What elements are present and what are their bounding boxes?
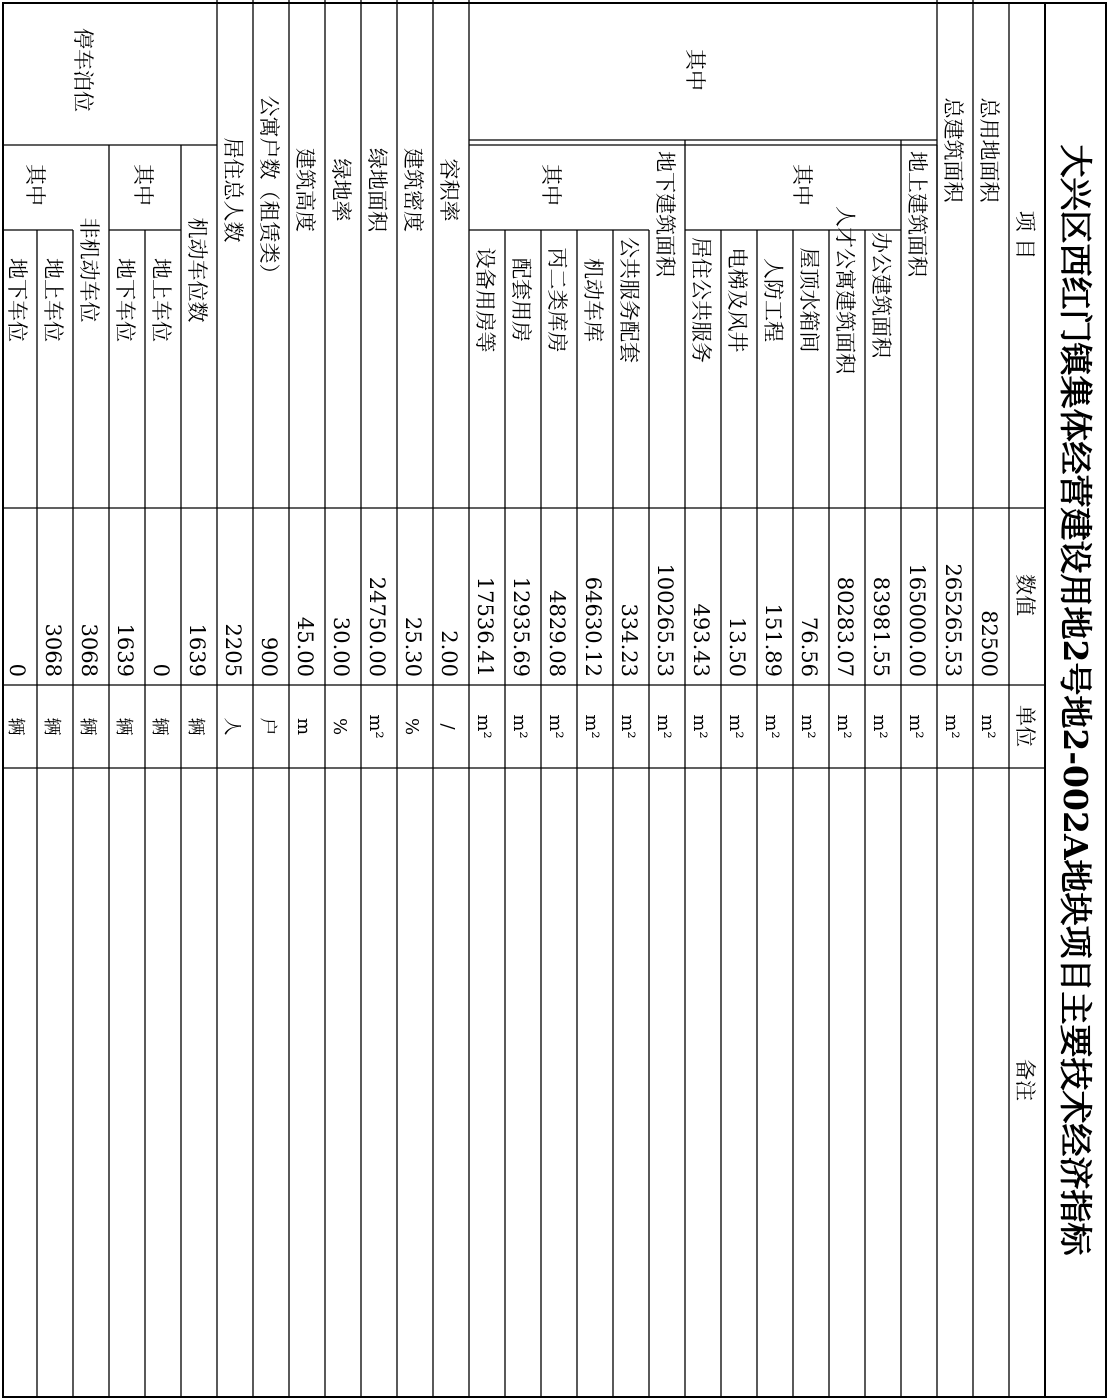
- table-row: [473, 248, 497, 739]
- row-value: 2205: [221, 623, 245, 677]
- row-label: 地上车位: [149, 258, 173, 342]
- row-label: 丙二类库房: [545, 247, 569, 353]
- header-note: 备注: [1013, 1059, 1037, 1101]
- row-unit: 人: [221, 717, 242, 736]
- row-value: 82500: [977, 610, 1001, 677]
- table-row: [437, 159, 461, 731]
- table-row: [869, 232, 893, 739]
- row-unit: %: [401, 717, 422, 736]
- row-value: 151.89: [761, 603, 785, 677]
- row-unit: m²: [581, 714, 602, 739]
- table-row: [941, 98, 965, 739]
- row-label: 机动车库: [581, 258, 605, 342]
- row-value: 80283.07: [833, 576, 857, 677]
- group-label-motor: 其中: [131, 164, 155, 206]
- row-label: 公共服务配套: [617, 237, 641, 363]
- header-value: 数值: [1013, 574, 1037, 616]
- row-unit: m²: [617, 714, 638, 739]
- group-label-above: 其中: [790, 164, 814, 206]
- table-row: [77, 218, 101, 736]
- row-label: 公寓户数（租赁类）: [257, 95, 281, 285]
- row-label: 人才公寓建筑面积: [833, 206, 857, 374]
- row-label: 地下建筑面积: [653, 151, 677, 277]
- row-unit: m²: [869, 714, 890, 739]
- table-row: [689, 237, 713, 739]
- row-value: 165000.00: [905, 563, 929, 677]
- row-unit: m²: [653, 714, 674, 739]
- row-unit: 辆: [77, 717, 98, 736]
- row-unit: m: [293, 717, 314, 736]
- row-unit: m²: [365, 714, 386, 739]
- row-unit: /: [437, 723, 458, 730]
- row-label: 居住公共服务: [689, 237, 713, 363]
- row-value: 13.50: [725, 616, 749, 677]
- row-value: 83981.55: [869, 576, 893, 677]
- row-value: 0: [149, 663, 173, 677]
- table-row: [329, 159, 353, 736]
- row-unit: 辆: [113, 717, 134, 736]
- row-label: 人防工程: [761, 258, 785, 342]
- row-value: 64630.12: [581, 576, 605, 677]
- outer-border: [3, 3, 1106, 1397]
- row-unit: %: [329, 717, 350, 736]
- rotated-table: [3, 0, 1106, 1397]
- row-value: 1639: [185, 623, 209, 677]
- row-unit: m²: [797, 714, 818, 739]
- table-row: [41, 258, 65, 736]
- row-value: 334.23: [617, 603, 641, 677]
- table-row: [653, 151, 677, 739]
- row-unit: m²: [977, 714, 998, 739]
- group-label-below: 其中: [539, 164, 563, 206]
- row-unit: m²: [509, 714, 530, 739]
- row-unit: m²: [941, 714, 962, 739]
- table-row: [113, 258, 137, 736]
- row-unit: m²: [725, 714, 746, 739]
- group-label-parking: 停车泊位: [71, 28, 95, 112]
- table-row: [365, 148, 389, 739]
- row-label: 地上建筑面积: [905, 151, 929, 277]
- table-row: [509, 258, 533, 739]
- table-row: [725, 248, 749, 739]
- table-row: [257, 96, 281, 736]
- row-unit: m²: [689, 714, 710, 739]
- row-unit: 辆: [185, 717, 206, 736]
- table-row: [221, 138, 245, 736]
- row-label: 电梯及风井: [725, 247, 749, 353]
- row-value: 25.30: [401, 616, 425, 677]
- table-row: [581, 258, 605, 739]
- row-unit: m²: [905, 714, 926, 739]
- row-value: 45.00: [293, 616, 317, 677]
- table-grid: [3, 0, 1045, 1397]
- row-label: 绿地率: [329, 158, 353, 222]
- row-value: 900: [257, 636, 281, 677]
- row-label: 地下车位: [5, 258, 29, 342]
- row-value: 3068: [41, 623, 65, 677]
- row-value: 493.43: [689, 603, 713, 677]
- table-row: [617, 237, 641, 739]
- row-unit: m²: [761, 714, 782, 739]
- row-label: 设备用房等: [473, 247, 497, 353]
- row-label: 地下车位: [113, 258, 137, 342]
- row-value: 76.56: [797, 616, 821, 677]
- table-row: [185, 218, 209, 736]
- row-value: 24750.00: [365, 576, 389, 677]
- row-value: 100265.53: [653, 563, 677, 677]
- row-label: 容积率: [437, 158, 461, 222]
- row-label: 办公建筑面积: [869, 232, 893, 358]
- table-row: [401, 148, 425, 735]
- row-value: 3068: [77, 623, 101, 677]
- row-label: 屋顶水箱间: [797, 247, 821, 353]
- row-label: 机动车位数: [185, 217, 209, 323]
- table-row: [761, 258, 785, 739]
- table-row: [149, 258, 173, 736]
- row-label: 配套用房: [509, 258, 533, 342]
- row-label: 非机动车位: [77, 217, 101, 323]
- row-label: 建筑高度: [293, 148, 317, 232]
- table-row: [5, 258, 29, 736]
- table-row: [905, 151, 929, 739]
- row-value: 4829.08: [545, 590, 569, 677]
- row-label: 总建筑面积: [941, 97, 965, 203]
- row-unit: m²: [473, 714, 494, 739]
- row-unit: 辆: [5, 717, 26, 736]
- table-row: [833, 206, 857, 739]
- table-row: [797, 248, 821, 739]
- row-value: 17536.41: [473, 576, 497, 677]
- page-title: 大兴区西红门镇集体经营建设用地2号地2-002A地块项目主要技术经济指标: [1056, 144, 1095, 1256]
- row-label: 居住总人数: [221, 137, 245, 243]
- row-unit: m²: [545, 714, 566, 739]
- row-value: 12935.69: [509, 576, 533, 677]
- table-row: [293, 148, 317, 735]
- row-label: 总用地面积: [977, 97, 1001, 203]
- table-row: [545, 248, 569, 739]
- row-label: 地上车位: [41, 258, 65, 342]
- row-value: 2.00: [437, 630, 461, 677]
- row-label: 绿地面积: [365, 148, 389, 232]
- row-value: 30.00: [329, 616, 353, 677]
- row-value: 265265.53: [941, 563, 965, 677]
- header-unit: 单位: [1013, 705, 1037, 747]
- group-label-nonmotor: 其中: [23, 164, 47, 206]
- row-unit: 辆: [149, 717, 170, 736]
- group-label-main: 其中: [683, 49, 707, 91]
- row-value: 0: [5, 663, 29, 677]
- row-label: 建筑密度: [401, 148, 425, 232]
- row-value: 1639: [113, 623, 137, 677]
- row-unit: m²: [833, 714, 854, 739]
- row-unit: 户: [257, 717, 278, 736]
- table-row: [977, 98, 1001, 739]
- row-unit: 辆: [41, 717, 62, 736]
- header-item: 项 目: [1013, 210, 1037, 260]
